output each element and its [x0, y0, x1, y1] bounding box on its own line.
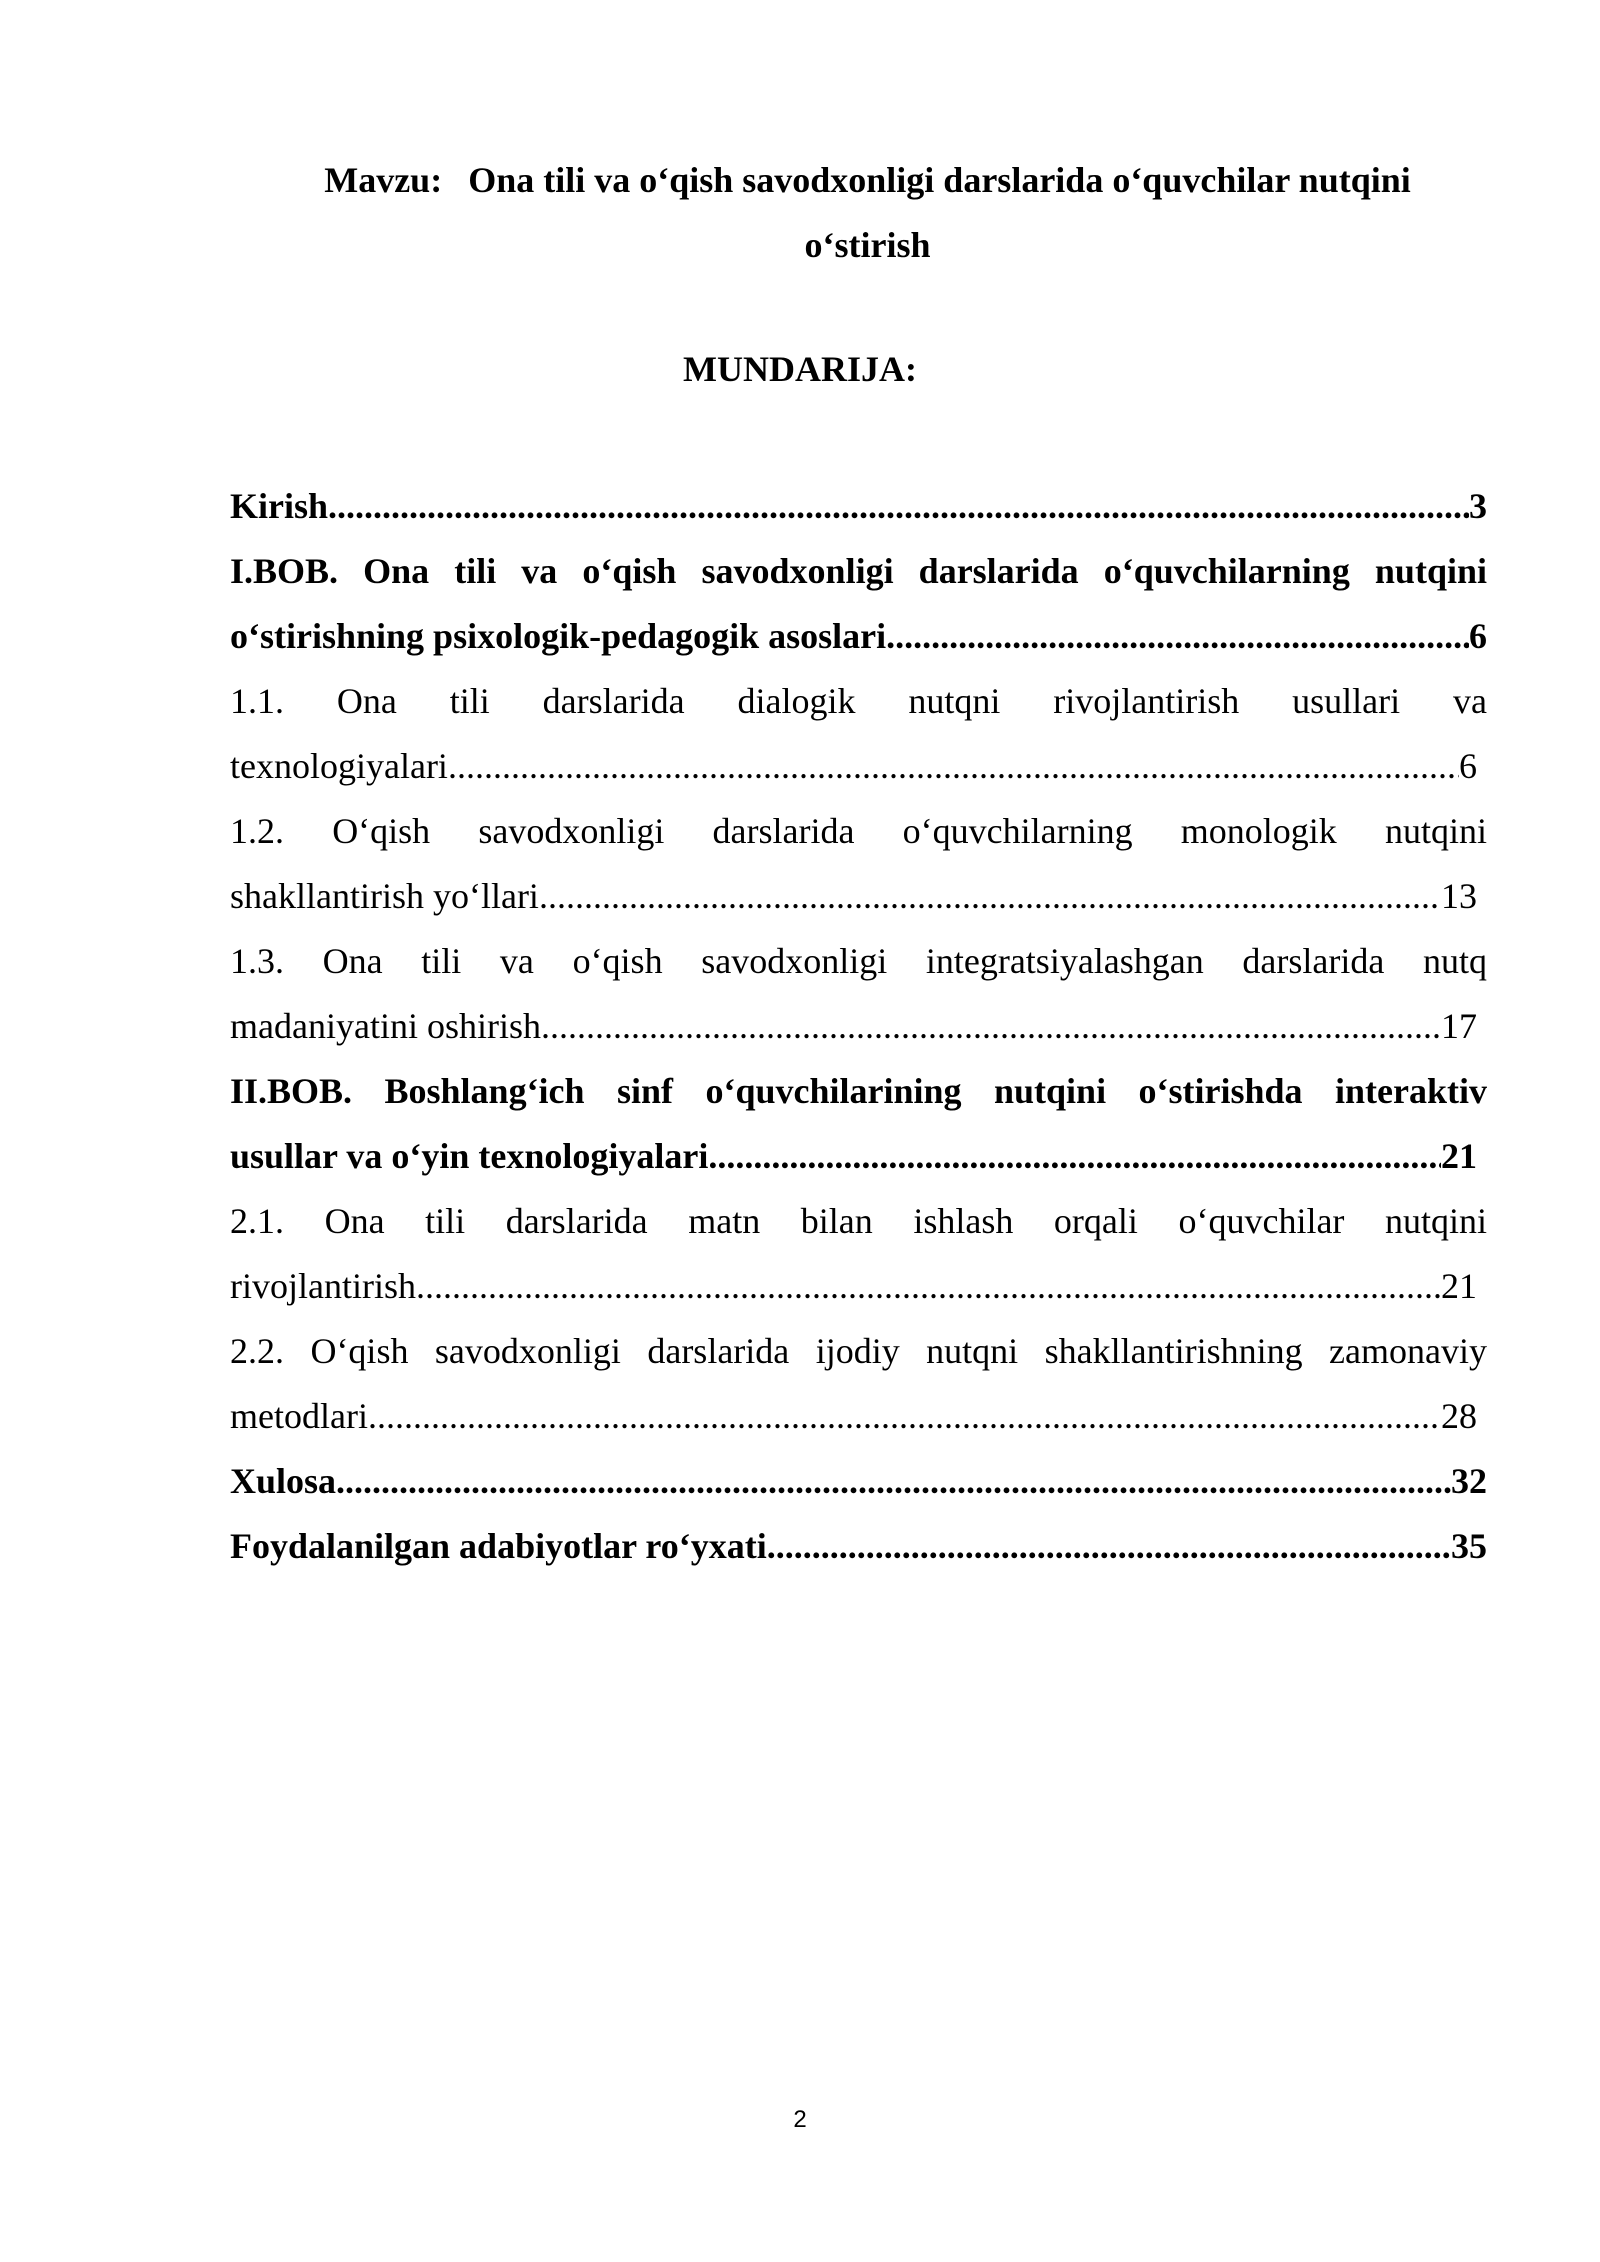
toc-entry-references[interactable] — [230, 1514, 1487, 1579]
toc-entry-label: madaniyatini oshirish — [230, 1006, 541, 1046]
dot-leader — [886, 604, 1469, 669]
toc-entry-first-line: 1.3. Ona tili va o‘qish savodxonligi integratsiyalashgan darslarida nutq — [230, 941, 1487, 981]
toc-page-number: 28 — [1441, 1396, 1477, 1436]
toc-entry-label: rivojlantirish — [230, 1266, 416, 1306]
toc-entry-first-line: I.BOB. Ona tili va o‘qish savodxonligi darslarida o‘quvchilarning nutqini — [230, 551, 1487, 591]
table-of-contents — [230, 474, 1487, 1579]
toc-entry-label: shakllantirish yo‘llari — [230, 876, 539, 916]
dot-leader — [328, 474, 1469, 539]
toc-entry-line — [230, 1254, 1487, 1319]
toc-entry-section-1-2[interactable] — [230, 799, 1487, 929]
title-prefix: Mavzu: — [324, 160, 443, 200]
toc-page-number: 35 — [1451, 1526, 1487, 1566]
dot-leader — [708, 1124, 1441, 1189]
toc-page-number: 3 — [1469, 486, 1487, 526]
toc-entry-intro[interactable] — [230, 474, 1487, 539]
toc-entry-line — [230, 1124, 1487, 1189]
toc-entry-line — [230, 1449, 1487, 1514]
toc-entry-label: Foydalanilgan adabiyotlar ro‘yxati — [230, 1526, 767, 1566]
toc-entry-line — [230, 994, 1487, 1059]
toc-entry-first-line: 1.2. O‘qish savodxonligi darslarida o‘quvchilarning monologik nutqini — [230, 811, 1487, 851]
toc-entry-chapter-1[interactable] — [230, 539, 1487, 669]
dot-leader — [539, 864, 1441, 929]
toc-entry-first-line: 2.2. O‘qish savodxonligi darslarida ijodiy nutqni shakllantirishning zamonaviy — [230, 1331, 1487, 1371]
document-title — [290, 148, 1445, 278]
title-text-1: Ona tili va o‘qish savodxonligi darslarida o‘quvchilar nutqini — [468, 160, 1411, 200]
toc-entry-chapter-2[interactable] — [230, 1059, 1487, 1189]
toc-entry-section-1-1[interactable] — [230, 669, 1487, 799]
toc-page-number: 6 — [1459, 746, 1477, 786]
toc-entry-section-1-3[interactable] — [230, 929, 1487, 1059]
toc-entry-line — [230, 474, 1487, 539]
toc-entry-label: texnologiyalari — [230, 746, 448, 786]
dot-leader — [767, 1514, 1451, 1579]
toc-page-number: 21 — [1441, 1136, 1477, 1176]
toc-entry-label: Kirish — [230, 486, 329, 526]
dot-leader — [541, 994, 1441, 1059]
toc-page-number: 13 — [1441, 876, 1477, 916]
toc-entry-section-2-2[interactable] — [230, 1319, 1487, 1449]
toc-page-number: 6 — [1469, 616, 1487, 656]
toc-page-number: 32 — [1451, 1461, 1487, 1501]
toc-entry-line — [230, 1384, 1487, 1449]
title-line-2: o‘stirish — [804, 225, 931, 265]
toc-entry-line — [230, 1514, 1487, 1579]
toc-entry-label: o‘stirishning psixologik-pedagogik asoslari — [230, 616, 887, 656]
title-line-1 — [290, 148, 1445, 213]
contents-heading: MUNDARIJA: — [683, 349, 917, 389]
toc-entry-first-line: 1.1. Ona tili darslarida dialogik nutqni rivojlantirish usullari va — [230, 681, 1487, 721]
toc-entry-line — [230, 734, 1487, 799]
toc-entry-line — [230, 604, 1487, 669]
toc-entry-conclusion[interactable] — [230, 1449, 1487, 1514]
toc-page-number: 21 — [1441, 1266, 1477, 1306]
toc-entry-line — [230, 864, 1487, 929]
toc-entry-first-line: II.BOB. Boshlang‘ich sinf o‘quvchilarining nutqini o‘stirishda interaktiv — [230, 1071, 1487, 1111]
toc-entry-label: usullar va o‘yin texnologiyalari — [230, 1136, 709, 1176]
toc-entry-section-2-1[interactable] — [230, 1189, 1487, 1319]
dot-leader — [416, 1254, 1441, 1319]
page-number: 2 — [793, 2106, 807, 2133]
dot-leader — [336, 1449, 1451, 1514]
toc-entry-first-line: 2.1. Ona tili darslarida matn bilan ishlash orqali o‘quvchilar nutqini — [230, 1201, 1487, 1241]
dot-leader — [448, 734, 1459, 799]
dot-leader — [368, 1384, 1441, 1449]
toc-entry-label: metodlari — [230, 1396, 368, 1436]
toc-page-number: 17 — [1441, 1006, 1477, 1046]
toc-entry-label: Xulosa — [230, 1461, 337, 1501]
